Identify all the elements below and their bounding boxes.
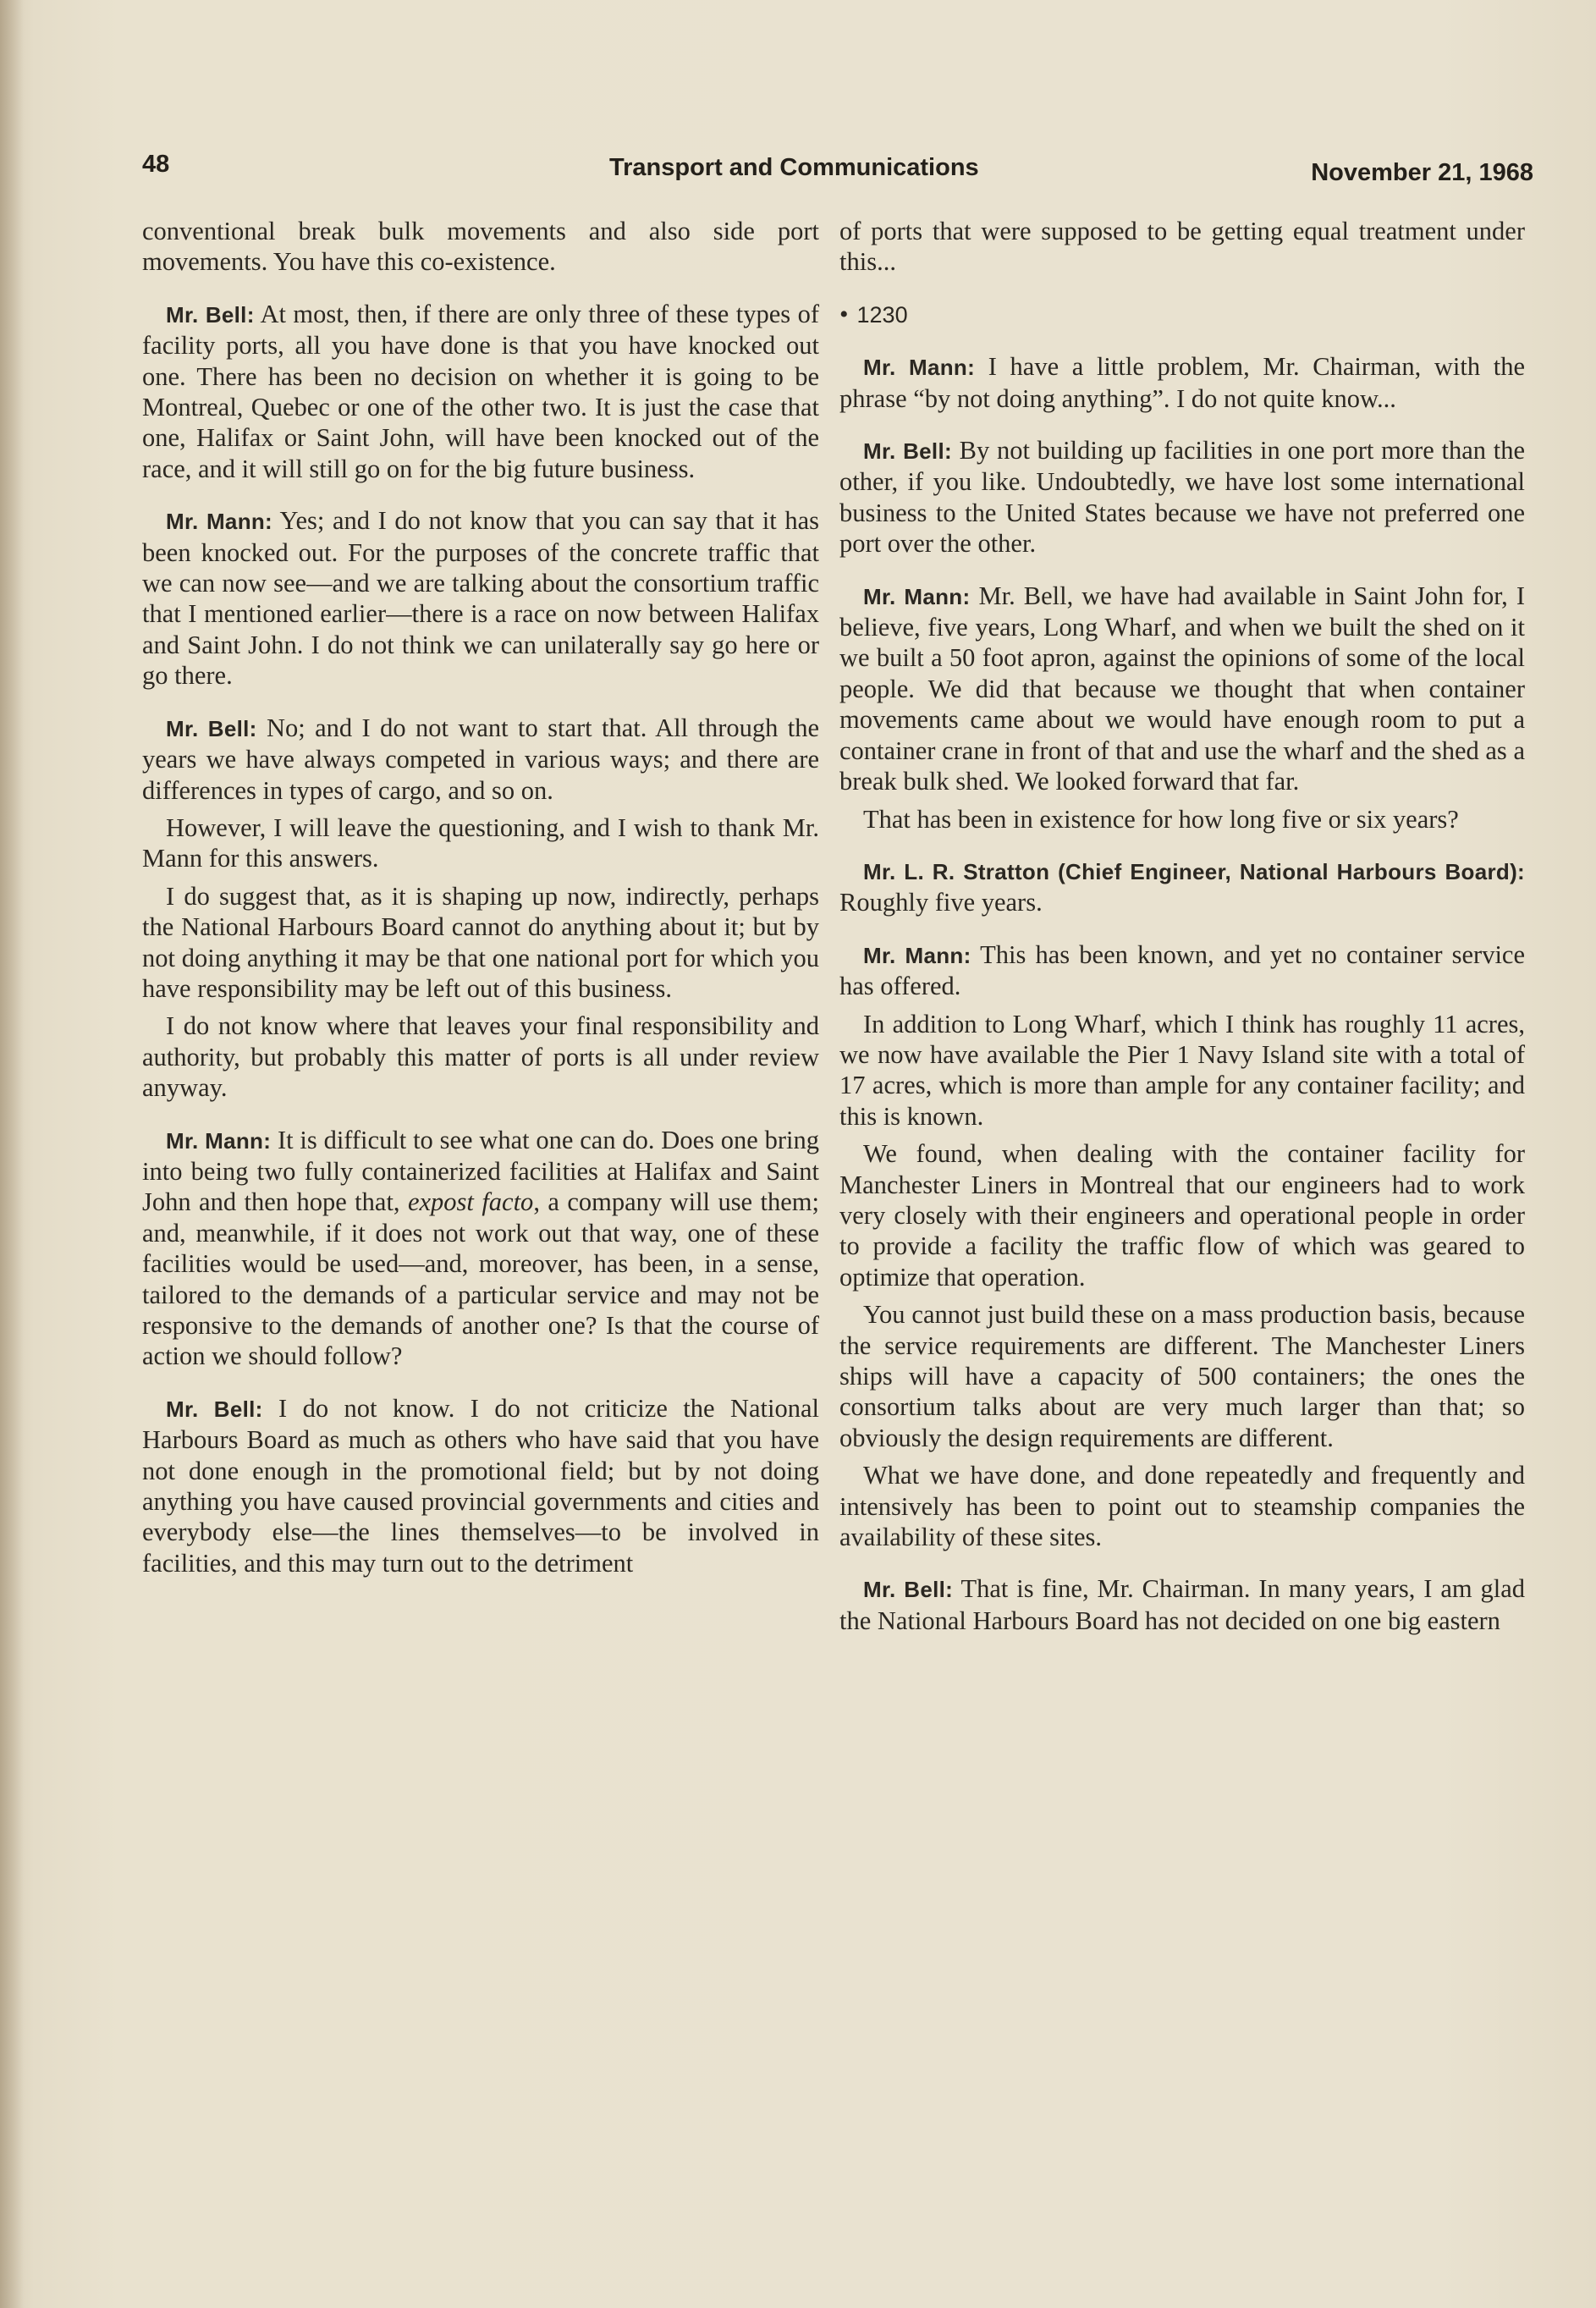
paragraph: I do suggest that, as it is shaping up now, indirectly, perhaps the National Harbours Board cannot do anything about it; but by not doing anything it may be that one national port for which you have responsibility may be left out of this business.: [142, 881, 819, 1003]
paragraph: Mr. Mann: It is difficult to see what one can do. Does one bring into being two fully containerized facilities at Halifax and Saint John and then hope that, expost facto, a company will use them; and, meanwhile, if it does not work out that way, one of these facilities would be used—and, moreover, has been, in a sense, tailored to the demands of a particular service and may not be responsive to the demands of another one? Is that the course of action we should follow?: [142, 1125, 819, 1371]
page-number: 48: [142, 151, 170, 178]
paragraph: Mr. Mann: I have a little problem, Mr. Chairman, with the phrase “by not doing anything”. I do not quite know...: [839, 352, 1525, 413]
speaker-name: Mr. Bell:: [863, 1577, 954, 1603]
speaker-name: Mr. Mann:: [863, 355, 976, 381]
time-marker: • 1230: [839, 300, 908, 328]
speaker-name: Mr. Mann:: [863, 583, 971, 609]
italic-phrase: expost facto: [407, 1187, 534, 1217]
paragraph: Mr. Mann: This has been known, and yet no container service has offered.: [839, 939, 1525, 1001]
right-column: [839, 216, 1525, 1636]
paragraph: Mr. L. R. Stratton (Chief Engineer, National Harbours Board): Roughly five years.: [839, 858, 1525, 917]
speaker-name: Mr. Bell:: [166, 301, 255, 328]
paragraph: Mr. Bell: I do not know. I do not criticize the National Harbours Board as much as others who have said that you have not done enough in the promotional field; but by not doing anything you have caused provincial governments and cities and everybody else—the lines themselves—to be involved in facilities, and this may turn out to the detriment: [142, 1393, 819, 1578]
speaker-name: Mr. L. R. Stratton (Chief Engineer, National Harbours Board):: [863, 858, 1525, 884]
speaker-name: Mr. Bell:: [166, 1396, 263, 1422]
paragraph: You cannot just build these on a mass production basis, because the service requirements are different. The Manchester Liners ships will have a capacity of 500 containers; the ones the consortium talks about are very much larger than that; so obviously the design requirements are different.: [839, 1300, 1525, 1452]
page-title: Transport and Communications: [609, 154, 979, 181]
paragraph: What we have done, and done repeatedly and frequently and intensively has been to point out to steamship companies the availability of these sites.: [839, 1461, 1525, 1552]
paragraph: We found, when dealing with the container facility for Manchester Liners in Montreal that our engineers had to work very closely with their engineers and operational people in order to provide a facility the traffic flow of which was geared to optimize that operation.: [839, 1139, 1525, 1292]
paragraph: conventional break bulk movements and also side port movements. You have this co-existence.: [142, 217, 819, 277]
paragraph: However, I will leave the questioning, and I wish to thank Mr. Mann for this answers.: [142, 812, 819, 873]
speaker-name: Mr. Mann:: [166, 509, 273, 535]
left-column: [142, 216, 819, 1578]
paragraph: Mr. Bell: By not building up facilities in one port more than the other, if you like. Undoubtedly, we have lost some international business to the United States because we have not preferred one port over the other.: [839, 436, 1525, 559]
speaker-name: Mr. Bell:: [166, 715, 257, 741]
page-header: [142, 151, 1533, 190]
paragraph: That has been in existence for how long five or six years?: [863, 804, 1459, 834]
paragraph: I do not know where that leaves your final responsibility and authority, but probably this matter of ports is all under review anyway.: [142, 1011, 819, 1103]
paragraph: of ports that were supposed to be getting equal treatment under this...: [839, 217, 1525, 277]
page-binding-shadow: [0, 0, 24, 2308]
paragraph: Mr. Bell: That is fine, Mr. Chairman. In many years, I am glad the National Harbours Board has not decided on one big eastern: [839, 1574, 1525, 1635]
speaker-name: Mr. Mann:: [863, 942, 971, 968]
paragraph: Mr. Bell: At most, then, if there are only three of these types of facility ports, all you have done is that you have knocked out one. There has been no decision on whether it is going to be Montreal, Quebec or one of the other two. It is just the case that one, Halifax or Saint John, will have been knocked out of the race, and it will still go on for the big future business.: [142, 299, 819, 483]
paragraph: Mr. Mann: Mr. Bell, we have had available in Saint John for, I believe, five years, Long Wharf, and when we built the shed on it we built a 50 foot apron, against the opinions of some of the local people. We did that because we thought that when container movements came about we would have enough room to put a container crane in front of that and use the wharf and the shed as a break bulk shed. We looked forward that far.: [839, 581, 1525, 796]
speaker-name: Mr. Bell:: [863, 438, 952, 465]
bullet-icon: •: [839, 300, 849, 328]
paragraph: In addition to Long Wharf, which I think has roughly 11 acres, we now have available the Pier 1 Navy Island site with a total of 17 acres, which is more than ample for any container facility; and this is known.: [839, 1009, 1525, 1131]
paragraph: Mr. Mann: Yes; and I do not know that you can say that it has been knocked out. For the purposes of the concrete traffic that we can now see—and we are talking about the consortium traffic that I mentioned earlier—there is a race on now between Halifax and Saint John. I do not think we can unilaterally say go here or go there.: [142, 506, 819, 691]
speaker-name: Mr. Mann:: [166, 1127, 272, 1154]
page-date: November 21, 1968: [1311, 159, 1533, 186]
paragraph: Mr. Bell: No; and I do not want to start that. All through the years we have always competed in various ways; and there are differences in types of cargo, and so on.: [142, 713, 820, 805]
